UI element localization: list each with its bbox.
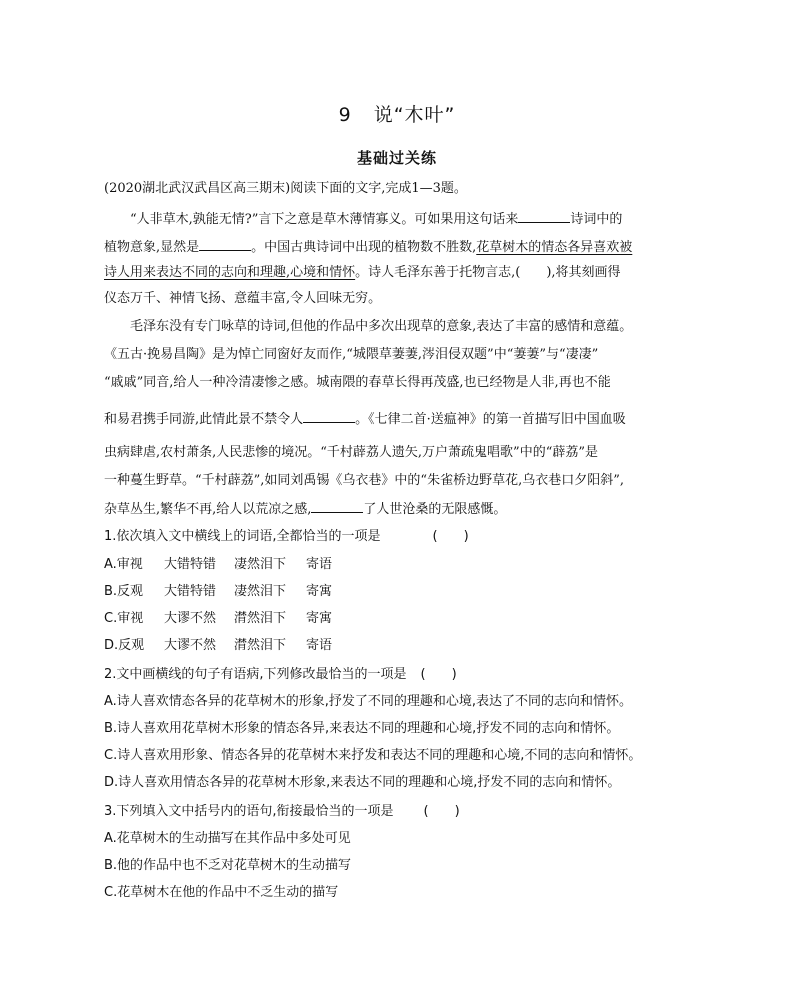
passage-line: 植物意象,显然是 。中国古典诗词中出现的植物数不胜数,花草树木的情态各异喜欢被 xyxy=(104,240,633,255)
q3-option: C.花草树木在他的作品中不乏生动的描写 xyxy=(104,885,339,900)
q1-option: D.反观 大谬不然 潸然泪下 寄语 xyxy=(104,638,333,653)
q3-option: B.他的作品中也不乏对花草树木的生动描写 xyxy=(104,858,352,873)
q2-option: B.诗人喜欢用花草树木形象的情态各异,来表达不同的理趣和心境,抒发不同的志向和情怀。 xyxy=(104,721,620,736)
passage-source: (2020湖北武汉武昌区高三期末)阅读下面的文字,完成1—3题。 xyxy=(104,181,467,196)
lesson-title: 说“木叶” xyxy=(373,104,456,126)
passage-line: 《五古·挽易昌陶》是为悼亡同窗好友而作,“城隈草萋萋,涔泪侵双题”中“萋萋”与“凄凄” xyxy=(104,347,599,362)
section-heading: 基础过关练 xyxy=(356,149,437,167)
q1-option: C.审视 大谬不然 潸然泪下 寄寓 xyxy=(104,611,333,626)
q1-option: B.反观 大错特错 凄然泪下 寄寓 xyxy=(104,584,333,599)
fill-blank xyxy=(303,410,355,423)
passage-line: 一种蔓生野草。“千村薜荔”,如同刘禹锡《乌衣巷》中的“朱雀桥边野草花,乌衣巷口夕阳斜”, xyxy=(104,473,624,488)
passage-line: 虫病肆虐,农村萧条,人民悲惨的境况。“千村薜荔人遗矢,万户萧疏鬼唱歌”中的“薜荔”是 xyxy=(104,445,598,460)
q2-option: A.诗人喜欢情态各异的花草树木的形象,抒发了不同的理趣和心境,表达了不同的志向和情怀。 xyxy=(104,694,633,709)
q1-option: A.审视 大错特错 凄然泪下 寄语 xyxy=(104,557,333,572)
lesson-number: 9 xyxy=(338,104,352,126)
passage-line: 杂草丛生,繁华不再,给人以荒凉之感, 了人世沧桑的无限感慨。 xyxy=(104,502,507,517)
passage-line: 和易君携手同游,此情此景不禁令人 。《七律二首·送瘟神》的第一首描写旧中国血吸 xyxy=(104,412,626,427)
page-title xyxy=(0,100,794,127)
answer-paren: ( ) xyxy=(432,529,469,544)
passage-line: 诗人用来表达不同的志向和理趣,心境和情怀。诗人毛泽东善于托物言志,( ),将其刻画得 xyxy=(104,265,621,280)
question-3-stem: 3.下列填入文中括号内的语句,衔接最恰当的一项是 ( ) xyxy=(104,804,460,819)
q3-option: A.花草树木的生动描写在其作品中多处可见 xyxy=(104,831,351,846)
underlined-sentence: 花草树木的情态各异喜欢被 xyxy=(476,240,633,255)
underlined-sentence: 诗人用来表达不同的志向和理趣,心境和情怀 xyxy=(104,265,356,280)
passage-line: 仪态万千、神情飞扬、意蕴丰富,令人回味无穷。 xyxy=(104,291,382,306)
fill-blank xyxy=(311,500,363,513)
fill-blank xyxy=(199,238,251,251)
answer-paren: ( ) xyxy=(423,804,460,819)
q2-option: D.诗人喜欢用情态各异的花草树木形象,来表达不同的理趣和心境,抒发不同的志向和情怀。 xyxy=(104,775,621,790)
answer-paren: ( ) xyxy=(420,667,457,682)
passage-line: “人非草木,孰能无情?”言下之意是草木薄情寡义。可如果用这句话来 诗词中的 xyxy=(130,212,623,227)
question-2-stem: 2.文中画横线的句子有语病,下列修改最恰当的一项是 ( ) xyxy=(104,667,457,682)
fill-blank xyxy=(518,210,570,223)
q2-option: C.诗人喜欢用形象、情态各异的花草树木来抒发和表达不同的理趣和心境,不同的志向和情怀。 xyxy=(104,748,642,763)
passage-line: “戚戚”同音,给人一种冷清凄惨之感。城南隈的春草长得再茂盛,也已经物是人非,再也不能 xyxy=(104,375,611,390)
passage-line: 毛泽东没有专门咏草的诗词,但他的作品中多次出现草的意象,表达了丰富的感情和意蕴。 xyxy=(130,319,633,334)
question-1-stem: 1.依次填入文中横线上的词语,全都恰当的一项是 ( ) xyxy=(104,529,469,544)
